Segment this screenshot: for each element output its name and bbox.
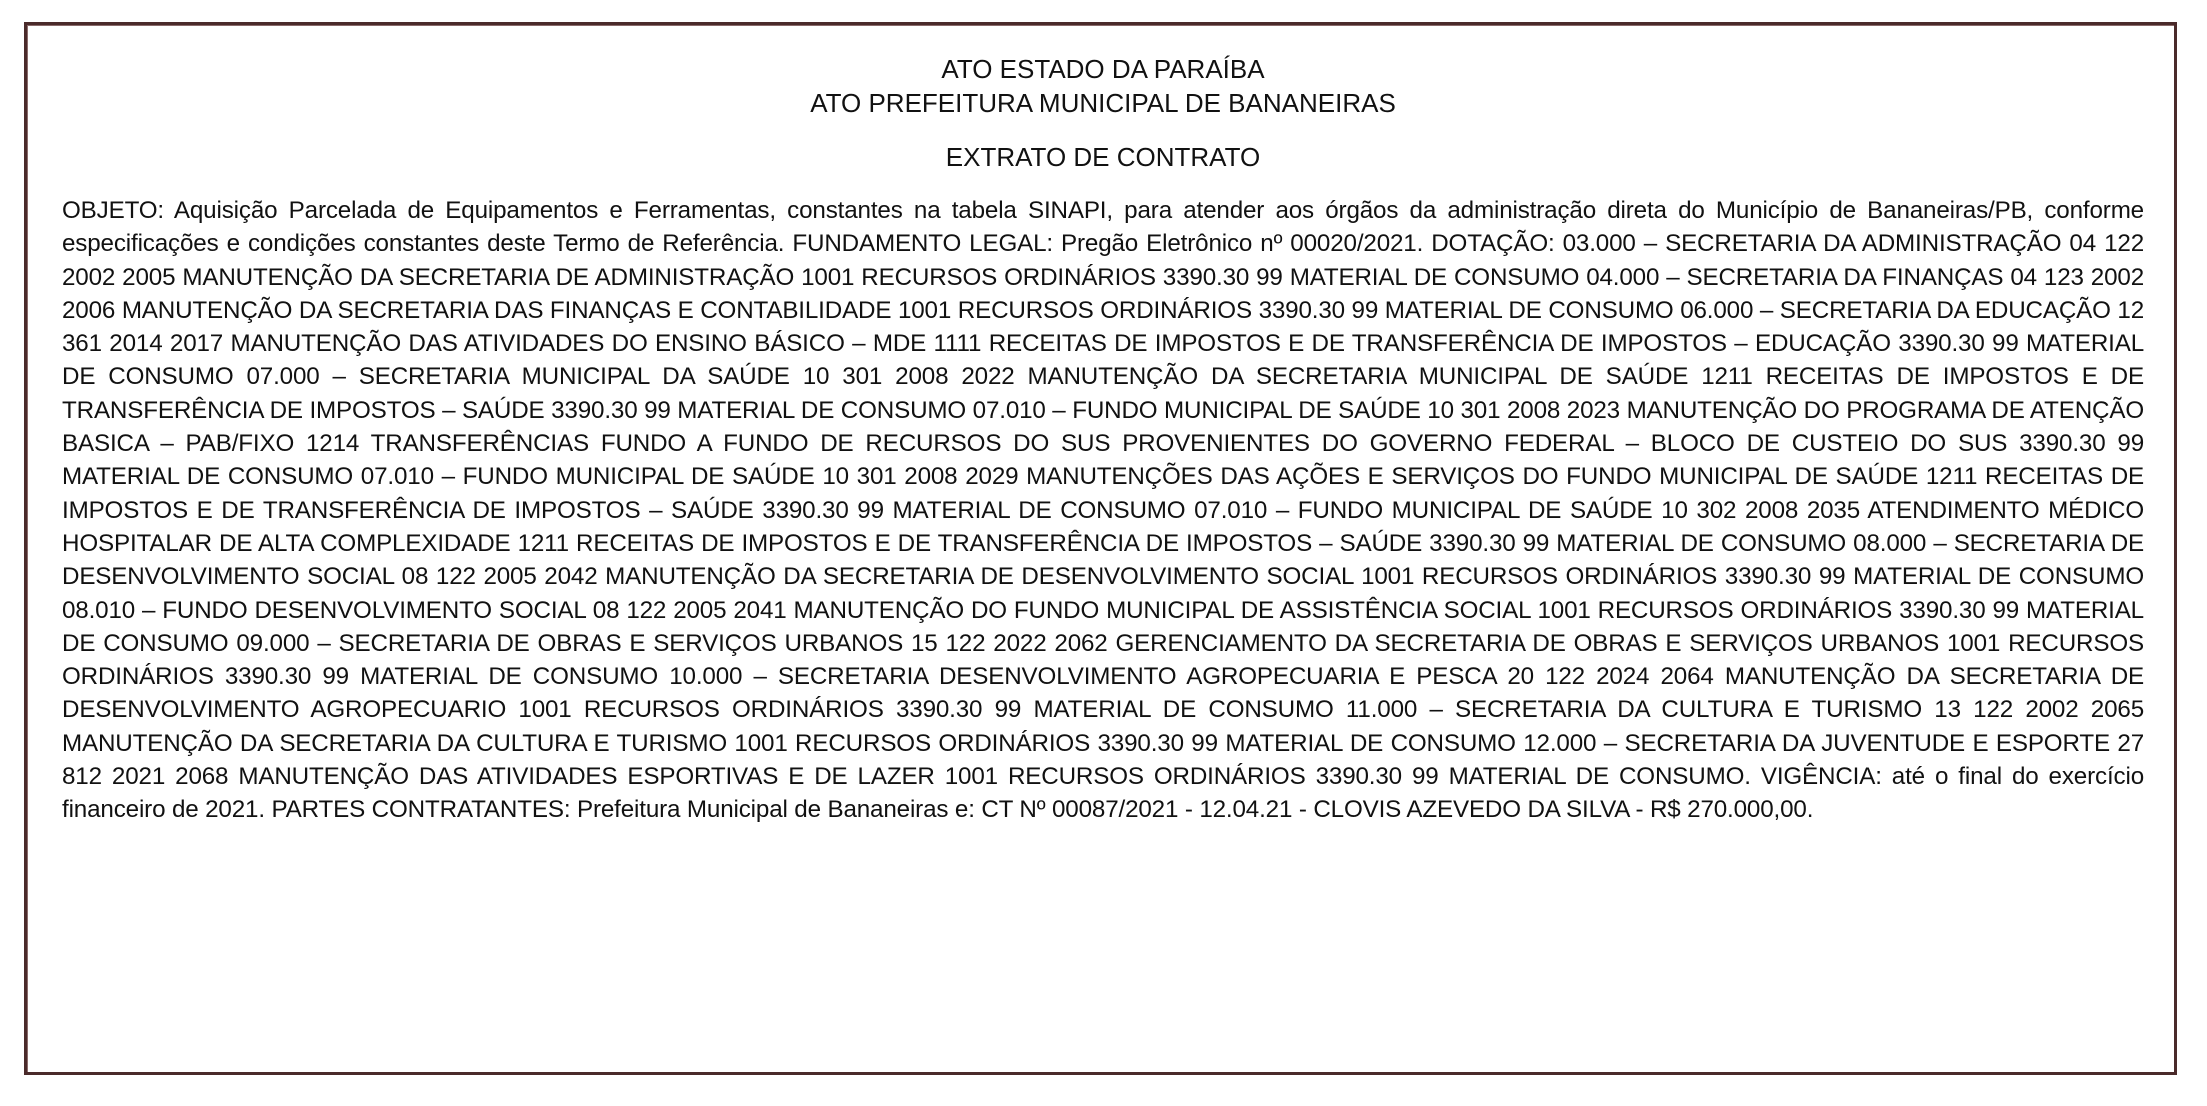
header-state-line: ATO ESTADO DA PARAÍBA (941, 54, 1265, 84)
document-title: EXTRATO DE CONTRATO (945, 142, 1261, 172)
header-spacer (62, 120, 2144, 140)
header-municipality-line: ATO PREFEITURA MUNICIPAL DE BANANEIRAS (810, 88, 1396, 118)
document-content (62, 52, 2144, 827)
contract-body-text: OBJETO: Aquisição Parcelada de Equipamentos e Ferramentas, constantes na tabela SINAPI, para atender aos órgãos da administração direta do Município de Bananeiras/PB, conforme especificações e condições constantes deste Termo de Referência. FUNDAMENTO LEGAL: Pregão Eletrônico nº 00020/2021. DOTAÇÃO: 03.000 – SECRETARIA DA ADMINISTRAÇÃO 04 122 2002 2005 MANUTENÇÃO DA SECRETARIA DE ADMINISTRAÇÃO 1001 RECURSOS ORDINÁRIOS 3390.30 99 MATERIAL DE CONSUMO 04.000 – SECRETARIA DA FINANÇAS 04 123 2002 2006 MANUTENÇÃO DA SECRETARIA DAS FINANÇAS E CONTABILIDADE 1001 RECURSOS ORDINÁRIOS 3390.30 99 MATERIAL DE CONSUMO 06.000 – SECRETARIA DA EDUCAÇÃO 12 361 2014 2017 MANUTENÇÃO DAS ATIVIDADES DO ENSINO BÁSICO – MDE 1111 RECEITAS DE IMPOSTOS E DE TRANSFERÊNCIA DE IMPOSTOS – EDUCAÇÃO 3390.30 99 MATERIAL DE CONSUMO 07.000 – SECRETARIA MUNICIPAL DA SAÚDE 10 301 2008 2022 MANUTENÇÃO DA SECRETARIA MUNICIPAL DE SAÚDE 1211 RECEITAS DE IMPOSTOS E DE TRANSFERÊNCIA DE IMPOSTOS – SAÚDE 3390.30 99 MATERIAL DE CONSUMO 07.010 – FUNDO MUNICIPAL DE SAÚDE 10 301 2008 2023 MANUTENÇÃO DO PROGRAMA DE ATENÇÃO BASICA – PAB/FIXO 1214 TRANSFERÊNCIAS FUNDO A FUNDO DE RECURSOS DO SUS PROVENIENTES DO GOVERNO FEDERAL – BLOCO DE CUSTEIO DO SUS 3390.30 99 MATERIAL DE CONSUMO 07.010 – FUNDO MUNICIPAL DE SAÚDE 10 301 2008 2029 MANUTENÇÕES DAS AÇÕES E SERVIÇOS DO FUNDO MUNICIPAL DE SAÚDE 1211 RECEITAS DE IMPOSTOS E DE TRANSFERÊNCIA DE IMPOSTOS – SAÚDE 3390.30 99 MATERIAL DE CONSUMO 07.010 – FUNDO MUNICIPAL DE SAÚDE 10 302 2008 2035 ATENDIMENTO MÉDICO HOSPITALAR DE ALTA COMPLEXIDADE 1211 RECEITAS DE IMPOSTOS E DE TRANSFERÊNCIA DE IMPOSTOS – SAÚDE 3390.30 99 MATERIAL DE CONSUMO 08.000 – SECRETARIA DE DESENVOLVIMENTO SOCIAL 08 122 2005 2042 MANUTENÇÃO DA SECRETARIA DE DESENVOLVIMENTO SOCIAL 1001 RECURSOS ORDINÁRIOS 3390.30 99 MATERIAL DE CONSUMO 08.010 – FUNDO DESENVOLVIMENTO SOCIAL 08 122 2005 2041 MANUTENÇÃO DO FUNDO MUNICIPAL DE ASSISTÊNCIA SOCIAL 1001 RECURSOS ORDINÁRIOS 3390.30 99 MATERIAL DE CONSUMO 09.000 – SECRETARIA DE OBRAS E SERVIÇOS URBANOS 15 122 2022 2062 GERENCIAMENTO DA SECRETARIA DE OBRAS E SERVIÇOS URBANOS 1001 RECURSOS ORDINÁRIOS 3390.30 99 MATERIAL DE CONSUMO 10.000 – SECRETARIA DESENVOLVIMENTO AGROPECUARIA E PESCA 20 122 2024 2064 MANUTENÇÃO DA SECRETARIA DE DESENVOLVIMENTO AGROPECUARIO 1001 RECURSOS ORDINÁRIOS 3390.30 99 MATERIAL DE CONSUMO 11.000 – SECRETARIA DA CULTURA E TURISMO 13 122 2002 2065 MANUTENÇÃO DA SECRETARIA DA CULTURA E TURISMO 1001 RECURSOS ORDINÁRIOS 3390.30 99 MATERIAL DE CONSUMO 12.000 – SECRETARIA DA JUVENTUDE E ESPORTE 27 812 2021 2068 MANUTENÇÃO DAS ATIVIDADES ESPORTIVAS E DE LAZER 1001 RECURSOS ORDINÁRIOS 3390.30 99 MATERIAL DE CONSUMO. VIGÊNCIA: até o final do exercício financeiro de 2021. PARTES CONTRATANTES: Prefeitura Municipal de Bananeiras e: CT Nº 00087/2021 - 12.04.21 - CLOVIS AZEVEDO DA SILVA - R$ 270.000,00. (62, 197, 2144, 824)
